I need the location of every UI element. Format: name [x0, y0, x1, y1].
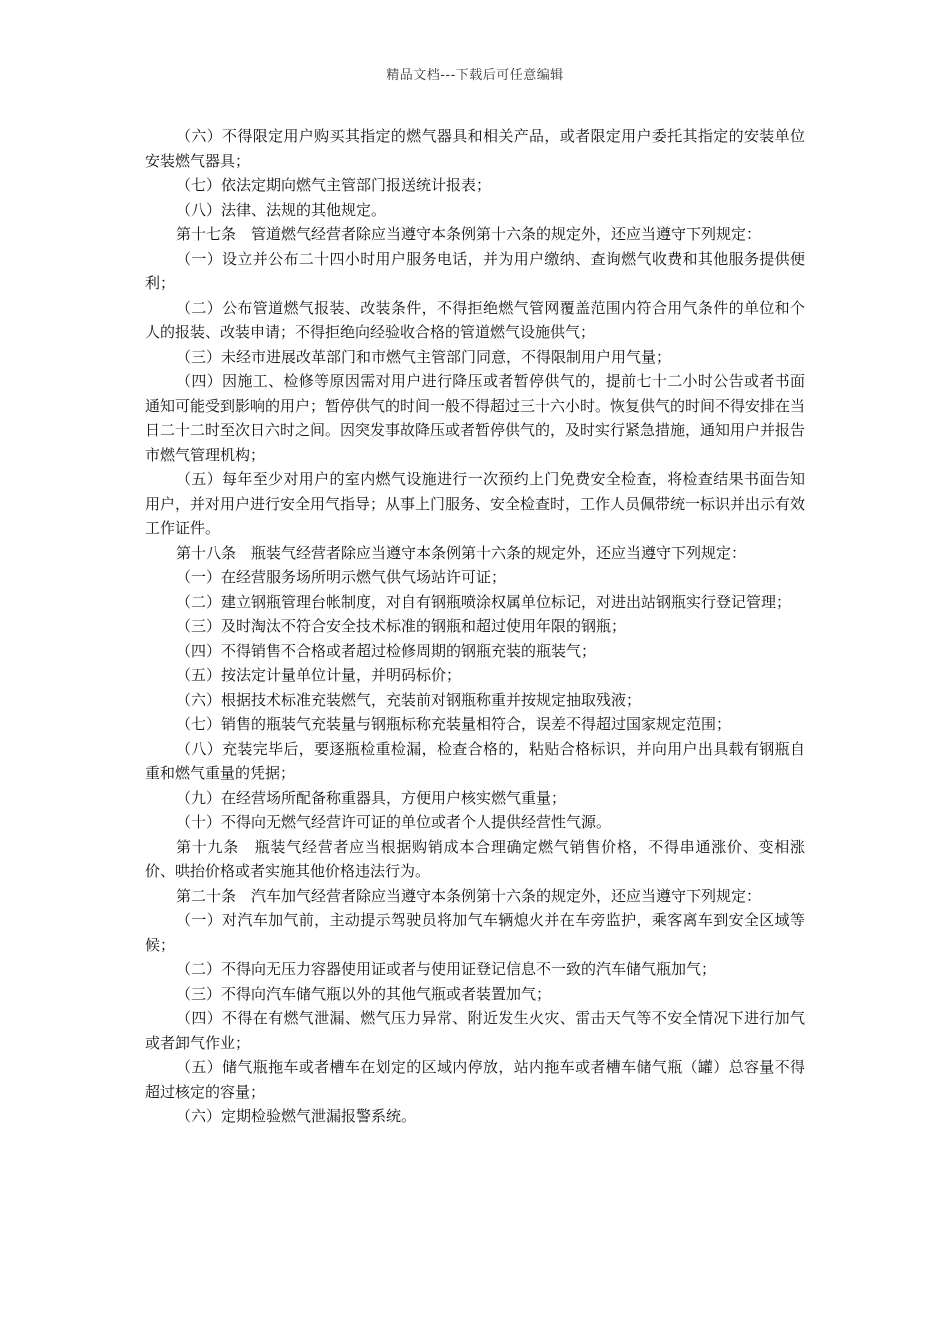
article-20-heading: 第二十条 汽车加气经营者除应当遵守本条例第十六条的规定外，还应当遵守下列规定： — [176, 886, 762, 905]
document-body — [145, 124, 805, 1129]
paragraph: （四）因施工、检修等原因需对用户进行降压或者暂停供气的，提前七十二小时公告或者书面通知可能受到影响的用户；暂停供气的时间一般不得超过三十六小时。恢复供气的时间不得安排在当日二十二时至次日六时之间。因突发事故降压或者暂停供气的，及时实行紧急措施，通知用户并报告市燃气管理机构； — [145, 372, 806, 464]
paragraph: （一）在经营服务场所明示燃气供气场站许可证； — [176, 568, 507, 586]
paragraph: （二）建立钢瓶管理台帐制度，对自有钢瓶喷涂权属单位标记，对进出站钢瓶实行登记管理； — [176, 592, 792, 611]
article-18-heading: 第十八条 瓶装气经营者除应当遵守本条例第十六条的规定外，还应当遵守下列规定： — [176, 543, 747, 562]
paragraph: （七）销售的瓶装气充装量与钢瓶标称充装量相符合，误差不得超过国家规定范围； — [176, 715, 732, 733]
article-17-heading: 第十七条 管道燃气经营者除应当遵守本条例第十六条的规定外，还应当遵守下列规定： — [176, 225, 762, 243]
paragraph: （九）在经营场所配备称重器具，方便用户核实燃气重量； — [176, 788, 567, 807]
paragraph: （三）未经市进展改革部门和市燃气主管部门同意，不得限制用户用气量； — [176, 347, 672, 366]
paragraph: （五）每年至少对用户的室内燃气设施进行一次预约上门免费安全检查，将检查结果书面告知用户，并对用户进行安全用气指导；从事上门服务、安全检查时，工作人员佩带统一标识并出示有效工作证件。 — [145, 470, 806, 537]
paragraph: （三）及时淘汰不符合安全技术标准的钢瓶和超过使用年限的钢瓶； — [176, 617, 627, 635]
paragraph: （二）公布管道燃气报装、改装条件，不得拒绝燃气管网覆盖范围内符合用气条件的单位和个人的报装、改装申请；不得拒绝向经验收合格的管道燃气设施供气； — [145, 298, 805, 341]
paragraph: （四）不得销售不合格或者超过检修周期的钢瓶充装的瓶装气； — [176, 641, 597, 660]
paragraph: （八）法律、法规的其他规定。 — [176, 200, 387, 219]
paragraph: （五）储气瓶拖车或者槽车在划定的区域内停放，站内拖车或者槽车储气瓶（罐）总容量不得超过核定的容量； — [145, 1058, 805, 1101]
paragraph: （六）不得限定用户购买其指定的燃气器具和相关产品，或者限定用户委托其指定的安装单位安装燃气器具； — [145, 127, 805, 170]
paragraph: （八）充装完毕后，要逐瓶检重检漏，检查合格的，粘贴合格标识，并向用户出具载有钢瓶自重和燃气重量的凭据； — [145, 739, 805, 782]
paragraph: （五）按法定计量单位计量，并明码标价； — [176, 666, 462, 684]
paragraph: （十）不得向无燃气经营许可证的单位或者个人提供经营性气源。 — [176, 813, 612, 831]
paragraph: （一）设立并公布二十四小时用户服务电话，并为用户缴纳、查询燃气收费和其他服务提供便利； — [145, 249, 805, 292]
paragraph: （六）根据技术标准充装燃气，充装前对钢瓶称重并按规定抽取残液； — [176, 690, 642, 709]
paragraph: （六）定期检验燃气泄漏报警系统。 — [176, 1107, 417, 1125]
paragraph: （二）不得向无压力容器使用证或者与使用证登记信息不一致的汽车储气瓶加气； — [176, 960, 717, 978]
paragraph: （一）对汽车加气前，主动提示驾驶员将加气车辆熄火并在车旁监护，乘客离车到安全区域等候； — [145, 911, 805, 954]
paragraph: （七）依法定期向燃气主管部门报送统计报表； — [176, 176, 492, 194]
paragraph: （三）不得向汽车储气瓶以外的其他气瓶或者装置加气； — [176, 984, 552, 1003]
article-19-heading: 第十九条 瓶装气经营者应当根据购销成本合理确定燃气销售价格，不得串通涨价、变相涨价、哄抬价格或者实施其他价格违法行为。 — [145, 837, 805, 880]
page-header: 精品文档---下载后可任意编辑 — [386, 68, 564, 83]
paragraph: （四）不得在有燃气泄漏、燃气压力异常、附近发生火灾、雷击天气等不安全情况下进行加气或者卸气作业； — [145, 1009, 805, 1052]
